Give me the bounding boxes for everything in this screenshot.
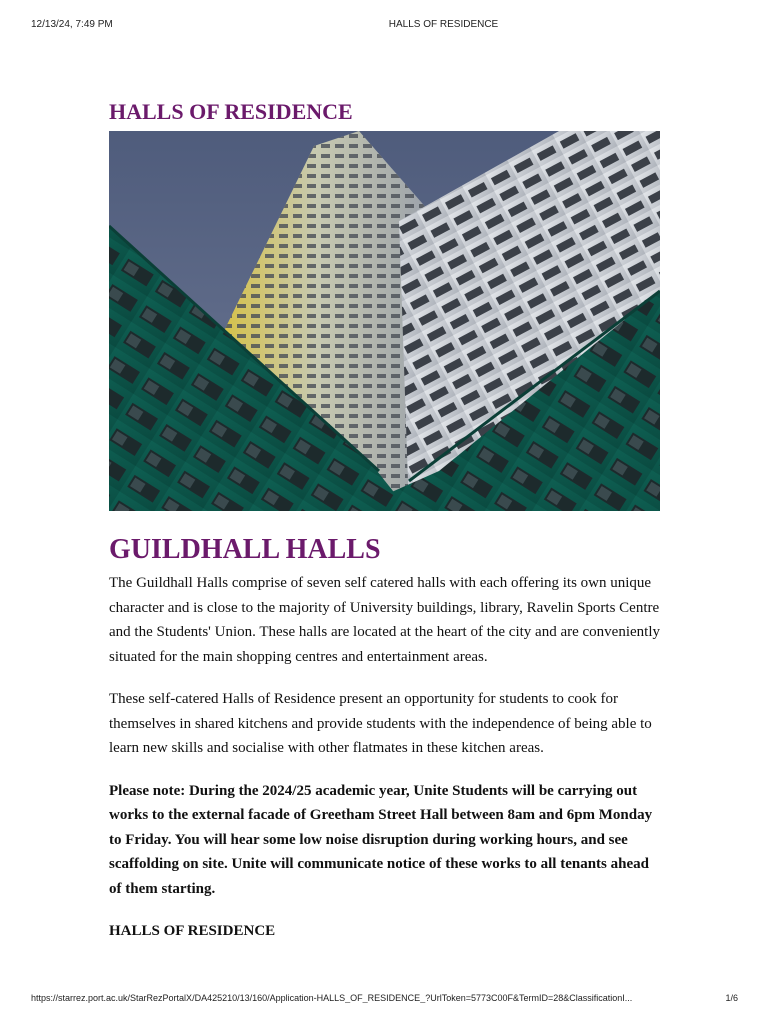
kitchen-paragraph: These self-catered Halls of Residence present an opportunity for students to cook for themselves in shared kitchens and provide students with the independence of being able to learn new skills and socialise with other flatmates in these kitchen areas. (109, 691, 652, 756)
sub-heading: HALLS OF RESIDENCE (109, 923, 276, 939)
page-number: 1/6 (725, 993, 738, 1003)
section-heading: GUILDHALL HALLS (109, 534, 381, 565)
main-content (109, 98, 660, 943)
page-url: https://starrez.port.ac.uk/StarRezPortalX/DA425210/13/160/Application-HALLS_OF_RESIDENCE_?UrlToken=5773C00F&TermID=28&ClassificationI... (31, 993, 633, 1003)
works-notice: Please note: During the 2024/25 academic year, Unite Students will be carrying out works to the external facade of Greetham Street Hall between 8am and 6pm Monday to Friday. You will hear some low noise disruption during working hours, and see scaffolding on site. Unite will communicate notice of these works to all tenants ahead of them starting. (109, 782, 653, 897)
intro-paragraph: The Guildhall Halls comprise of seven self catered halls with each offering its own unique character and is close to the majority of University buildings, library, Ravelin Sports Centre and the Students' Union. These halls are located at the heart of the city and are conveniently situated for the main shopping centres and entertainment areas. (109, 575, 660, 665)
print-header (0, 19, 768, 33)
building-photo (109, 131, 660, 511)
print-datetime: 12/13/24, 7:49 PM (31, 19, 113, 30)
print-footer (0, 993, 768, 1007)
print-title: HALLS OF RESIDENCE (388, 19, 499, 30)
page-title: HALLS OF RESIDENCE (109, 99, 353, 124)
